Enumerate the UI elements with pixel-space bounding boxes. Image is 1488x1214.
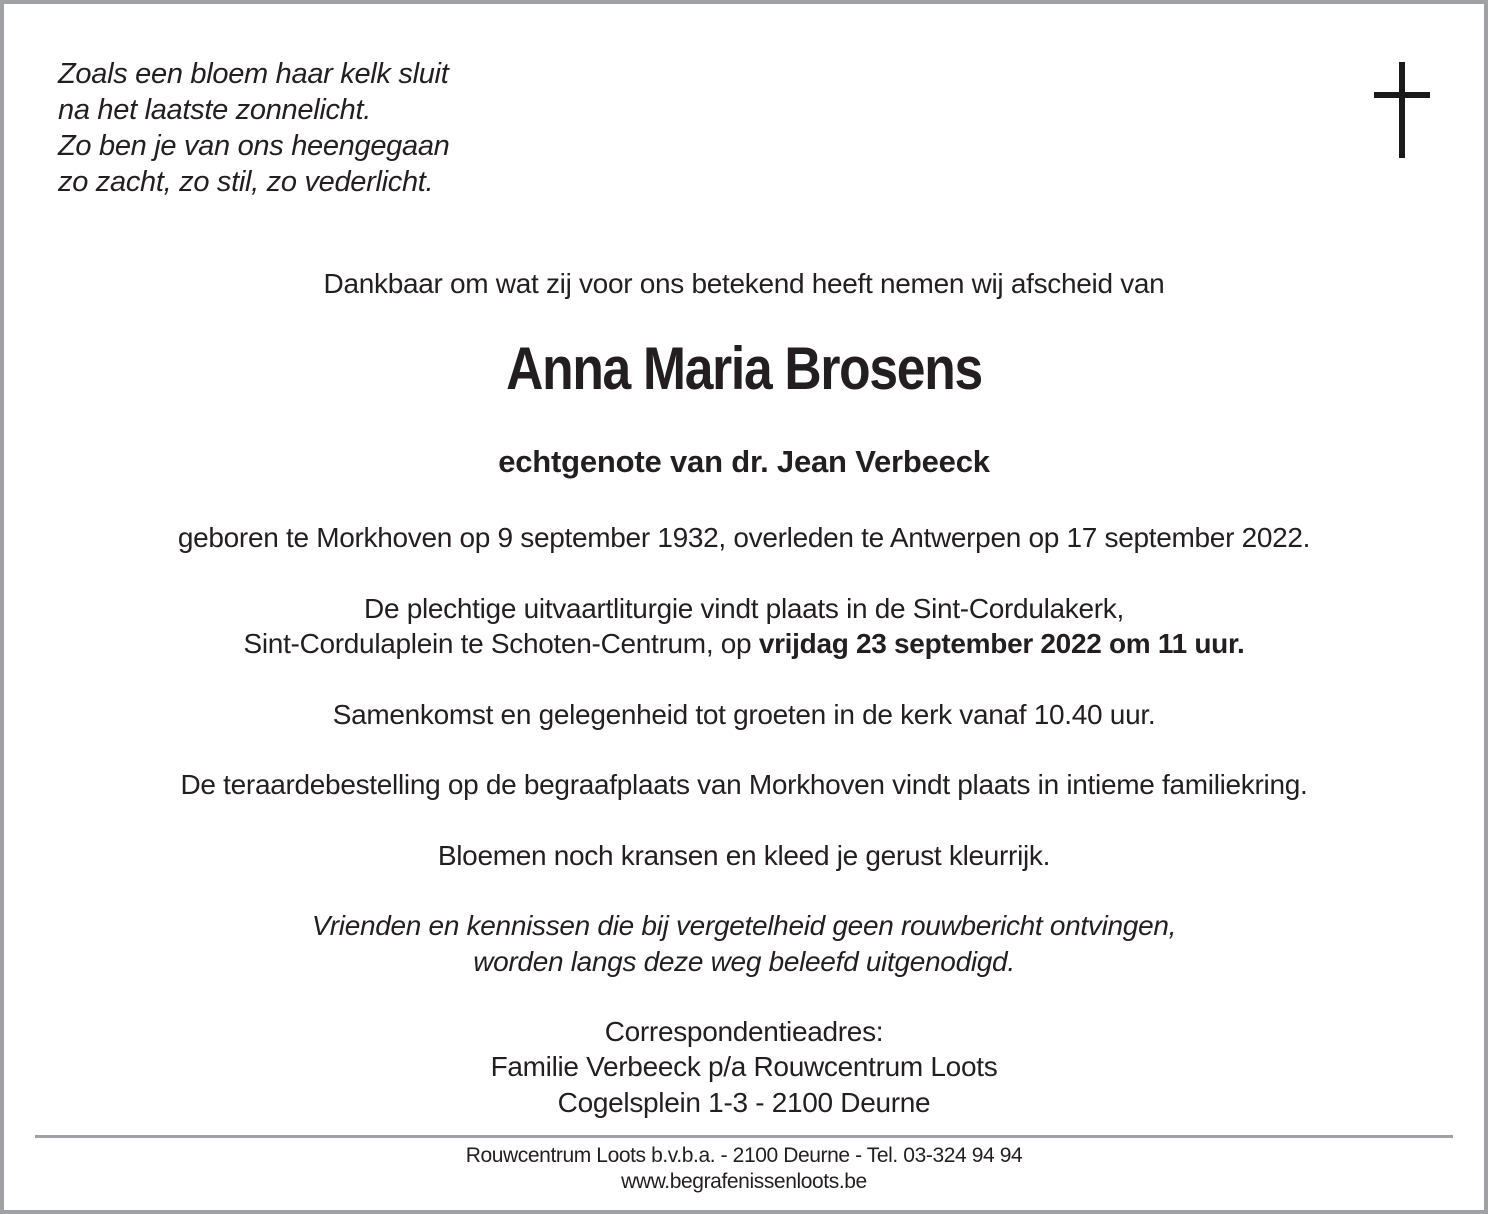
poem-line: zo zacht, zo stil, zo vederlicht. — [58, 166, 434, 198]
spouse-line: echtgenote van dr. Jean Verbeeck — [498, 444, 990, 479]
ceremony-datetime — [4, 628, 1484, 660]
poem — [58, 56, 449, 200]
birth-death-dates: geboren te Morkhoven op 9 september 1932, overleden te Antwerpen op 17 september 2022. — [177, 522, 1311, 553]
invitation-line: worden langs deze weg beleefd uitgenodigd. — [473, 946, 1015, 977]
correspondence-address: Cogelsplein 1-3 - 2100 Deurne — [557, 1087, 931, 1118]
footer-divider — [35, 1135, 1453, 1138]
cross-icon — [1374, 62, 1430, 158]
ceremony-location: De plechtige uitvaartliturgie vindt plaats in de Sint-Cordulakerk, — [364, 593, 1124, 624]
burial-text: De teraardebestelling op de begraafplaats van Morkhoven vindt plaats in intieme familiekring. — [180, 769, 1308, 800]
correspondence-label: Correspondentieadres: — [604, 1016, 884, 1047]
obituary-card — [4, 4, 1484, 1210]
flowers-text: Bloemen noch kransen en kleed je gerust kleurrijk. — [437, 840, 1051, 871]
ceremony-place: Sint-Cordulaplein te Schoten-Centrum, op — [243, 628, 759, 659]
footer-company: Rouwcentrum Loots b.v.b.a. - 2100 Deurne - Tel. 03-324 94 94 — [465, 1144, 1023, 1167]
correspondence-name: Familie Verbeeck p/a Rouwcentrum Loots — [490, 1051, 998, 1082]
poem-line: Zo ben je van ons heengegaan — [58, 130, 450, 162]
poem-line: na het laatste zonnelicht. — [58, 94, 372, 126]
intro-text: Dankbaar om wat zij voor ons betekend heeft nemen wij afscheid van — [323, 268, 1165, 299]
ceremony-date-bold: vrijdag 23 september 2022 om 11 uur. — [758, 628, 1245, 659]
footer-website-link[interactable]: www.begrafenissenloots.be — [621, 1170, 867, 1193]
poem-line: Zoals een bloem haar kelk sluit — [58, 58, 449, 90]
deceased-name: Anna Maria Brosens — [506, 335, 982, 402]
invitation-line: Vrienden en kennissen die bij vergetelheid geen rouwbericht ontvingen, — [311, 910, 1177, 941]
gathering-text: Samenkomst en gelegenheid tot groeten in de kerk vanaf 10.40 uur. — [332, 699, 1156, 730]
